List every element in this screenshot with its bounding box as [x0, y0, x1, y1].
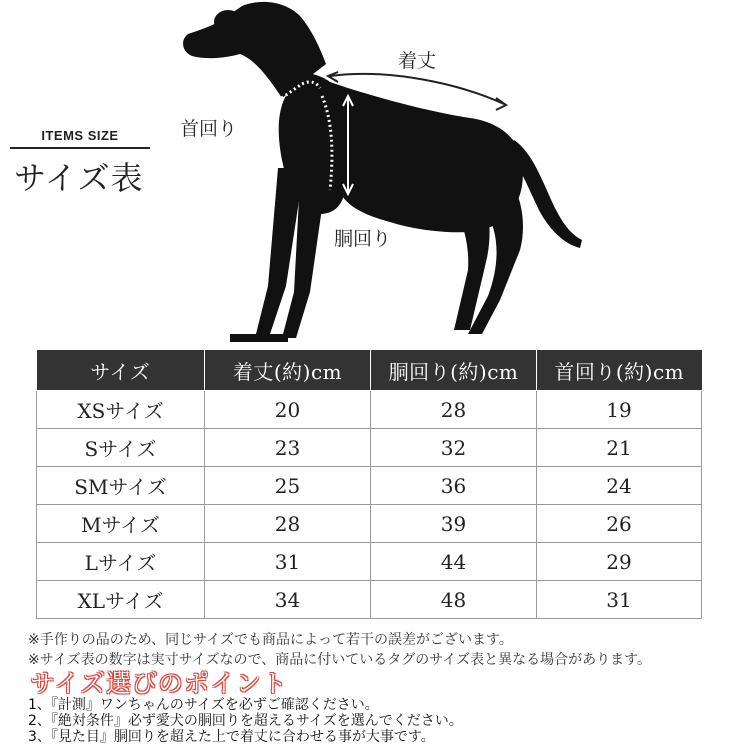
cell-size: Mサイズ [37, 505, 205, 543]
cell-length: 34 [205, 581, 371, 619]
title-en: ITEMS SIZE [10, 128, 150, 149]
cell-length: 23 [205, 429, 371, 467]
neck-label: 首回り [180, 118, 238, 140]
table-row [37, 429, 702, 467]
header-neck: 首回り(約)cm [537, 350, 702, 391]
cell-neck: 31 [537, 581, 702, 619]
header-length: 着丈(約)cm [205, 350, 371, 391]
cell-chest: 44 [371, 543, 537, 581]
table-row [37, 581, 702, 619]
table-row [37, 467, 702, 505]
table-row [37, 391, 702, 429]
cell-size: SMサイズ [37, 467, 205, 505]
cell-chest: 28 [371, 391, 537, 429]
note-handmade: ※手作りの品のため、同じサイズでも商品によって若干の誤差がございます。 [28, 632, 513, 648]
title-jp: サイズ表 [14, 159, 144, 197]
size-point-title: サイズ選びのポイント [30, 669, 289, 698]
cell-neck: 29 [537, 543, 702, 581]
cell-length: 25 [205, 467, 371, 505]
cell-chest: 36 [371, 467, 537, 505]
table-header-row [37, 350, 702, 391]
cell-chest: 48 [371, 581, 537, 619]
cell-size: XSサイズ [37, 391, 205, 429]
cell-chest: 39 [371, 505, 537, 543]
header-size: サイズ [37, 350, 205, 391]
cell-size: XLサイズ [37, 581, 205, 619]
cell-length: 31 [205, 543, 371, 581]
cell-neck: 19 [537, 391, 702, 429]
point-item-3: 3、『見た目』胴回りを超えた上で着丈に合わせる事が大事です。 [28, 729, 435, 745]
cell-chest: 32 [371, 429, 537, 467]
table-row [37, 543, 702, 581]
length-label: 着丈 [398, 50, 437, 72]
size-chart-title [10, 128, 150, 199]
cell-length: 28 [205, 505, 371, 543]
point-item-2: 2、『絶対条件』必ず愛犬の胴回りを超えるサイズを選んでください。 [28, 713, 463, 729]
cell-neck: 26 [537, 505, 702, 543]
size-table [36, 350, 702, 619]
cell-neck: 24 [537, 467, 702, 505]
cell-neck: 21 [537, 429, 702, 467]
cell-length: 20 [205, 391, 371, 429]
header-chest: 胴回り(約)cm [371, 350, 537, 391]
cell-size: Sサイズ [37, 429, 205, 467]
note-actual-size: ※サイズ表の数字は実寸サイズなので、商品に付いているタグのサイズ表と異なる場合があります。 [28, 652, 651, 668]
point-item-1: 1、『計測』ワンちゃんのサイズを必ずご確認ください。 [28, 697, 379, 713]
cell-size: Lサイズ [37, 543, 205, 581]
dog-silhouette-diagram [170, 0, 590, 345]
chest-label: 胴回り [334, 228, 392, 250]
table-row [37, 505, 702, 543]
